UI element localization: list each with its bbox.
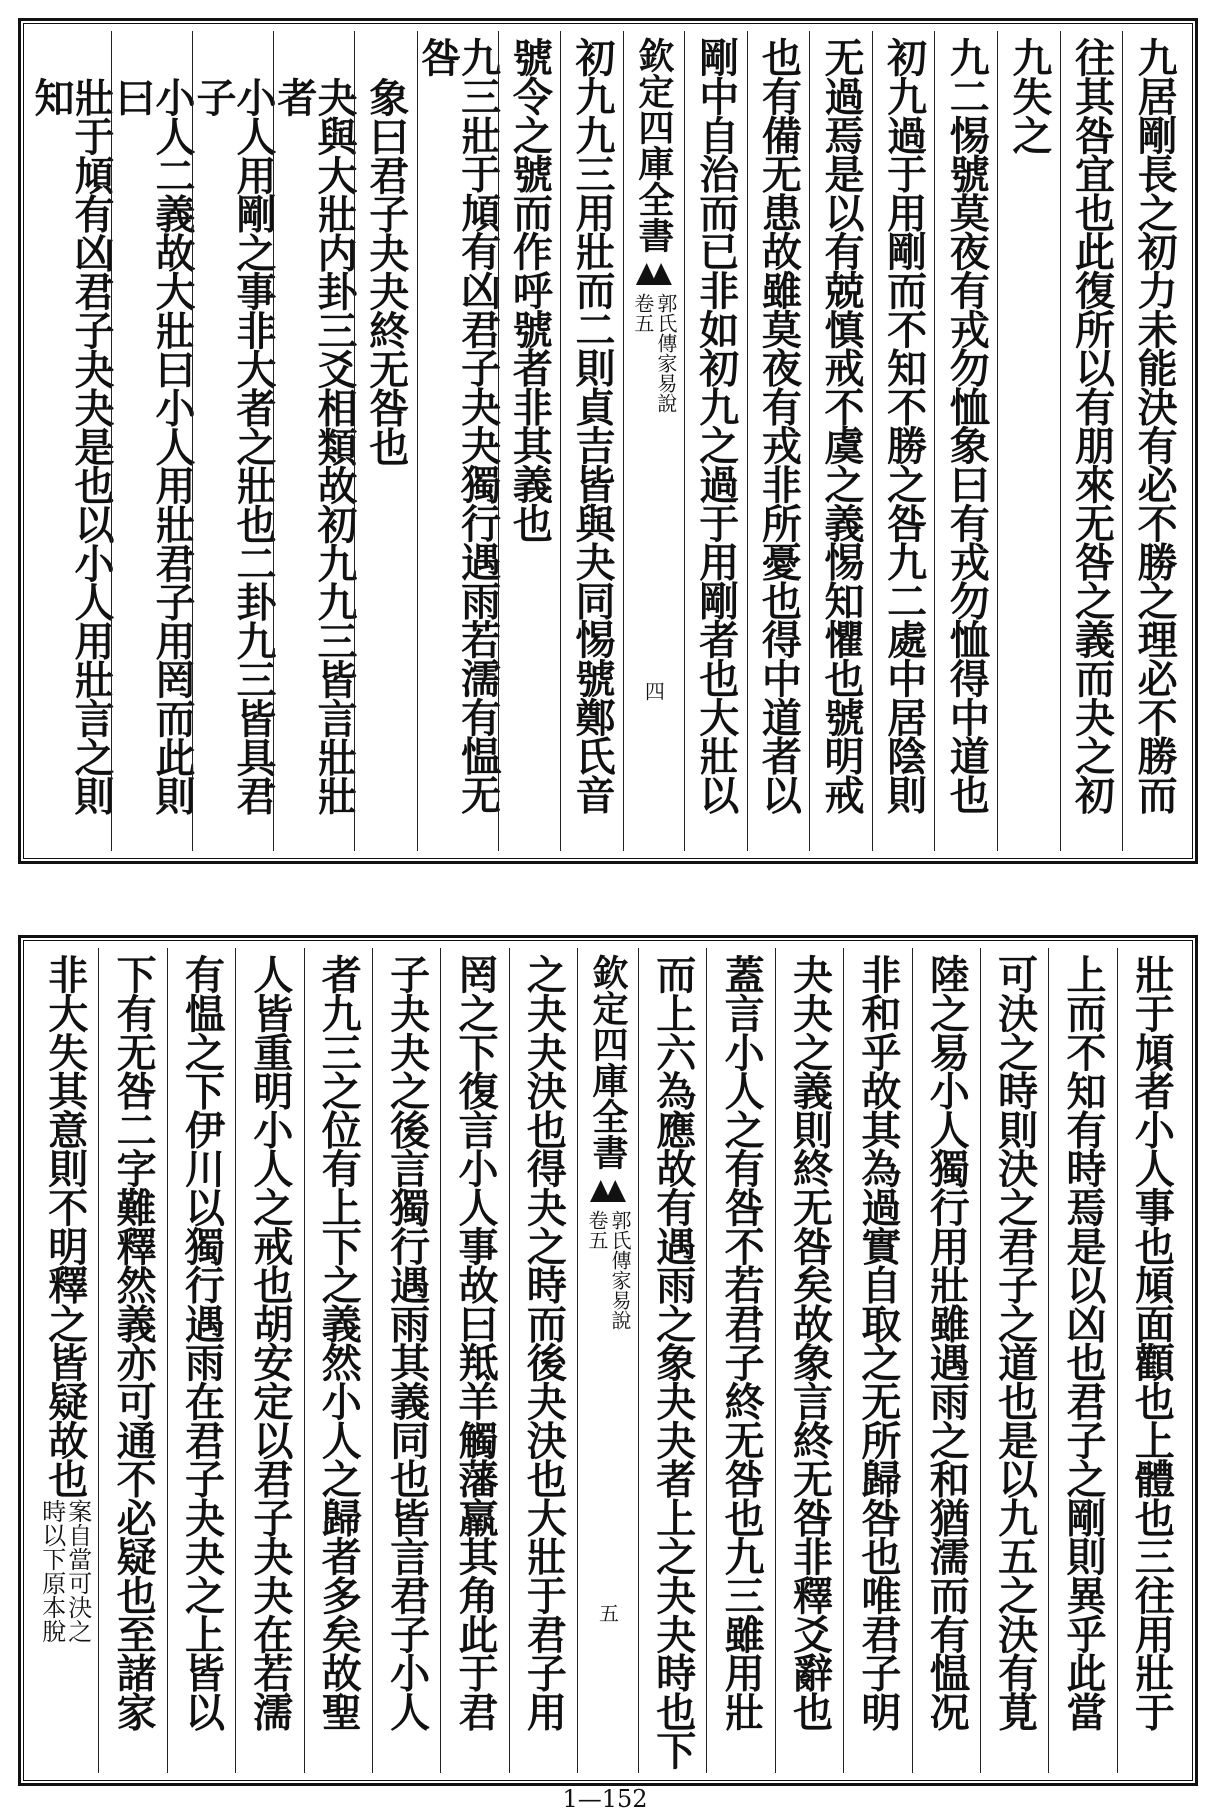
bottom-page <box>18 935 1198 1786</box>
text-column <box>167 948 235 1773</box>
column-text: 號令之號而作呼號者非其義也 <box>506 37 554 542</box>
text-column <box>560 31 623 851</box>
column-text: 也有備无患故雖莫夜有戎非所憂也得中道者以 <box>755 37 803 814</box>
column-text: 初九過于用剛而不知不勝之咎九二處中居陰則 <box>880 37 928 814</box>
column-text: 小人用剛之事非大者之壯也二卦九三皆具君子 <box>189 77 277 815</box>
text-column <box>638 948 706 1773</box>
book-title: 郭氏傳家易說 <box>653 293 678 413</box>
page-number: 五 <box>595 1603 620 1623</box>
column-text: 九失之 <box>1005 37 1053 154</box>
column-text: 往其咎宜也此復所以有朋來无咎之義而夬之初 <box>1068 37 1116 814</box>
text-column <box>498 31 561 851</box>
text-column <box>108 31 196 851</box>
note-line: 案自當可決之 <box>63 1499 92 1644</box>
column-text: 有愠之下伊川以獨行遇雨在君子夬夬之上皆以 <box>178 954 226 1731</box>
text-column <box>872 31 935 851</box>
text-column <box>509 948 577 1773</box>
text-column <box>270 31 358 851</box>
text-column <box>934 31 997 851</box>
column-text: 夬夬之義則終无咎矣故象言終无咎非釋爻辭也 <box>786 954 834 1731</box>
text-column <box>372 948 440 1773</box>
text-column <box>235 948 303 1773</box>
text-column <box>304 948 372 1773</box>
volume-label: 卷五 <box>585 1210 609 1250</box>
column-text: 九二惕號莫夜有戎勿恤象曰有戎勿恤得中道也 <box>943 37 991 814</box>
column-text: 罔之下復言小人事故曰羝羊觸藩羸其角此于君 <box>451 954 499 1731</box>
text-column <box>997 31 1060 851</box>
column-text: 象曰君子夬夬終无咎也 <box>362 77 410 466</box>
column-text: 者九三之位有上下之義然小人之歸者多矣故聖 <box>315 954 363 1731</box>
center-fold <box>577 948 638 1773</box>
text-column <box>1060 31 1123 851</box>
column-text: 之夬夬決也得夬之時而後夬決也大壯于君子用 <box>520 954 568 1731</box>
column-text: 小人二義故大壯曰小人用壯君子用罔而此則曰 <box>108 77 196 815</box>
book-title: 郭氏傳家易說 <box>608 1210 632 1330</box>
text-column <box>1117 948 1185 1773</box>
column-text: 上而不知有時焉是以凶也君子之剛則異乎此當 <box>1059 954 1107 1731</box>
fishtail-mark <box>590 1180 626 1202</box>
center-subtitle <box>632 293 676 413</box>
fishtail-mark <box>636 263 672 285</box>
text-column <box>843 948 911 1773</box>
column-text: 初九九三用壯而二則貞吉皆與夬同惕號鄭氏音 <box>569 37 617 814</box>
column-text: 子夬夬之後言獨行遇雨其義同也皆言君子小人 <box>383 954 431 1731</box>
text-column <box>706 948 774 1773</box>
volume-label: 卷五 <box>630 293 655 333</box>
column-text: 蓋言小人之有咎不若君子終无咎也九三雖用壯 <box>718 954 766 1731</box>
column-text: 非大失其意則不明釋之皆疑故也 <box>41 954 89 1498</box>
text-column <box>980 948 1048 1773</box>
text-column <box>912 948 980 1773</box>
column-text: 人皆重明小人之戒也胡安定以君子夬夬在若濡 <box>246 954 294 1731</box>
center-subtitle <box>586 1210 630 1330</box>
column-text: 夬與大壯内卦三爻相類故初九九三皆言壯壯者 <box>270 77 358 815</box>
column-text: 九居剛長之初力未能決有必不勝之理必不勝而 <box>1131 37 1179 814</box>
text-column <box>414 31 502 851</box>
text-column <box>354 31 417 851</box>
column-text: 壯于頄有凶君子夬夬是也以小人用壯言之則知 <box>27 77 115 815</box>
column-text: 可決之時則決之君子之道也是以九五之決有莧 <box>991 954 1039 1731</box>
text-column <box>189 31 277 851</box>
column-text: 下有无咎二字難釋然義亦可通不必疑也至諸家 <box>110 954 158 1731</box>
text-column <box>775 948 843 1773</box>
bottom-columns <box>31 948 1185 1773</box>
column-text: 九三壯于頄有凶君子夬夬獨行遇雨若濡有愠无咎 <box>414 37 502 814</box>
note-line: 時以下原本脫 <box>37 1499 66 1644</box>
library-title: 欽定四庫全書 <box>587 954 629 1170</box>
editorial-note <box>37 1499 92 1644</box>
text-column <box>27 31 115 851</box>
column-text: 非和乎故其為過實自取之无所歸咎也唯君子明 <box>854 954 902 1731</box>
center-fold <box>623 31 684 851</box>
column-text: 剛中自治而已非如初九之過于用剛者也大壯以 <box>692 37 740 814</box>
text-column <box>684 31 747 851</box>
text-column <box>31 948 98 1773</box>
top-page <box>18 18 1198 864</box>
text-column <box>809 31 872 851</box>
column-text: 壯于頄者小人事也頄面顴也上體也三往用壯于 <box>1128 954 1176 1731</box>
text-column <box>1122 31 1185 851</box>
text-column <box>747 31 810 851</box>
text-column <box>1048 948 1116 1773</box>
text-column <box>98 948 166 1773</box>
column-text: 无過焉是以有兢慎戒不虞之義惕知懼也號明戒 <box>817 37 865 814</box>
column-text: 陸之易小人獨行用壯雖遇雨之和猶濡而有愠况 <box>923 954 971 1731</box>
column-text: 而上六為應故有遇雨之象夬夬者上之夬夬時也下 <box>649 954 697 1769</box>
page-number: 四 <box>641 681 666 701</box>
text-column <box>440 948 508 1773</box>
library-title: 欽定四庫全書 <box>632 37 675 253</box>
top-columns <box>27 31 1185 851</box>
footer-page-number: 1—152 <box>562 1785 648 1813</box>
